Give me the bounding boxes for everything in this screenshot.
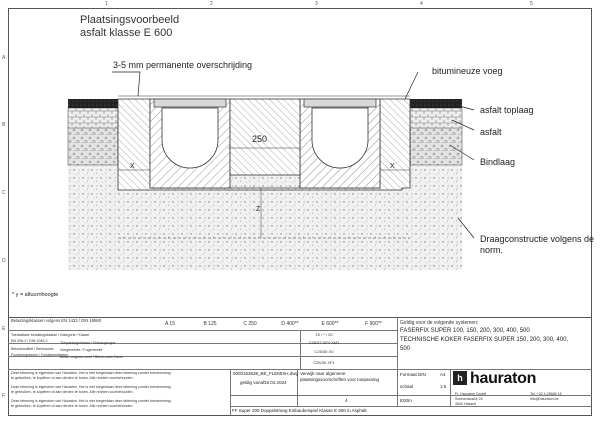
zone-top-1: 1: [105, 1, 108, 7]
callout-overshoot: 3-5 mm permanente overschrijding: [113, 60, 253, 70]
title-line-1: Plaatsingsvoorbeeld: [80, 14, 180, 26]
callout-asphalt: asfalt: [480, 127, 502, 137]
row-value-3: Beton volgens norm / Beton nach Norm: [60, 355, 123, 359]
disclaimer-line-4: te gebruiken, te kopiëren of aan derden te tonen. Alle rechten voorbehouden.: [11, 390, 134, 394]
phone: Tel. +32 4 25685 15: [530, 392, 562, 396]
note-line-2: plaatsingsvoorschriften voor toepassing: [300, 377, 380, 382]
row-label-4: Funderingsbeton / Fundamentbeton: [11, 353, 69, 357]
bitumen-leader: [405, 72, 418, 99]
page-number: 4: [345, 398, 348, 403]
norm-label: Belastingsklassen volgens EN 1433 / DIN 19580: [11, 318, 102, 323]
channel-left-profile: [162, 108, 218, 168]
disclaimer-line-6: te gebruiken, te kopiëren of aan derden te tonen. Alle rechten voorbehouden.: [11, 404, 134, 408]
email: info@hauraton.be: [530, 397, 559, 401]
hauraton-logo-icon: h: [453, 371, 467, 385]
drawing-number: 0000163638_BE_FLEMISH.dwg: [233, 371, 299, 376]
zone-side-a: A: [2, 55, 6, 61]
class-e600: E 600**: [321, 320, 339, 327]
systems-line-2: TECHNISCHE KOKER FASERFIX SUPER 150, 200, 300, 400,: [400, 337, 569, 343]
class-b125: B 125: [203, 320, 217, 327]
scale-value: 1:5: [440, 384, 447, 389]
class-d400: D 400**: [281, 320, 299, 327]
row-value-2: Voegbreedte / Fugenbreite: [60, 348, 103, 352]
concrete-value-1: 15 / * / 20: [315, 331, 333, 337]
row-value-1: Toepassingsklasse / Einbaugruppe: [60, 341, 116, 345]
dimension-x-left: X: [130, 163, 135, 170]
asphalt-right: [410, 108, 462, 128]
dimension-x-right: X: [390, 163, 395, 170]
disclaimer-line-1: Deze tekening is eigendom van Hauraton. Het is niet toegestaan deze tekening zonder toestemming: [11, 371, 171, 375]
asphalt-left: [68, 108, 118, 128]
overshoot-leader: [112, 72, 140, 96]
hauraton-logo-text: hauraton: [470, 370, 537, 387]
grate-left: [154, 99, 226, 107]
class-f900: F 900**: [365, 320, 382, 327]
disclaimer-line-5: Deze tekening is eigendom van Hauraton. Het is niet toegestaan deze tekening zonder toestemming: [11, 399, 171, 403]
legend-note: * y = altuurnhoogte: [12, 292, 59, 298]
concrete-value-2: C30/37 XF4 XM1: [308, 339, 340, 345]
unit-value: E00m: [400, 398, 412, 403]
callout-asphalt-top: asfalt toplaag: [480, 105, 534, 115]
zone-top-5: 5: [530, 1, 533, 7]
row-label-2: EN 206-1 / DIN 1045-2: [11, 339, 48, 343]
row-label-1: Toelaatbare belastingsklasse / Kategorie / Klasse: [11, 333, 90, 337]
concrete-value-3: C25/30 X0: [314, 348, 334, 354]
dimension-width: 250: [252, 134, 268, 144]
callout-base-line2: norm.: [480, 245, 504, 255]
zone-top-3: 3: [315, 1, 318, 7]
zone-side-e: E: [2, 326, 6, 332]
systems-line-3: 500: [400, 346, 411, 352]
class-a15: A 15: [164, 320, 175, 327]
footer-title: FF Super 200 Doppelstrang Einbaubeispiel Klasse E 600 in Asphalt: [232, 408, 367, 413]
row-label-3: Betonkwaliteit / Betonsorte: [11, 347, 54, 351]
disclaimer-line-2: te gebruiken, te kopiëren of aan derden te tonen. Alle rechten voorbehouden.: [11, 376, 134, 380]
format-value: A4: [440, 372, 446, 377]
bond-layer-left: [68, 127, 118, 165]
address-line-1: Fr. Hauraton GmbH: [455, 392, 487, 396]
title-line-2: asfalt klasse E 600: [80, 27, 173, 39]
concrete-value-4: C25/30 XF1: [313, 359, 335, 365]
zone-top-2: 2: [210, 1, 213, 7]
callout-bond-layer: Bindlaag: [480, 157, 516, 167]
systems-line-1: FASERFIX SUPER 100, 150, 200, 300, 400, 500: [400, 328, 530, 334]
callout-base-line1: Draagconstructie volgens de: [480, 234, 595, 244]
address-line-2: Sonnenstraße 24: [455, 397, 483, 401]
scale-label: schaal: [400, 384, 414, 389]
valid-from-value: 18.04.2024: [264, 380, 287, 385]
format-label: Formaat DIN: [400, 372, 426, 377]
disclaimer-line-3: Deze tekening is eigendom van Hauraton. Het is niet toegestaan deze tekening zonder toestemming: [11, 385, 171, 389]
zone-side-c: C: [2, 190, 6, 196]
asphalt-top-left: [68, 99, 118, 108]
channel-right-profile: [312, 108, 368, 168]
zone-top-4: 4: [420, 1, 423, 7]
class-c250: C 250: [243, 320, 257, 327]
grate-right: [304, 99, 376, 107]
asphalt-top-right: [410, 99, 462, 108]
bond-layer-right: [410, 127, 462, 165]
zone-side-b: B: [2, 122, 6, 128]
zone-side-d: D: [2, 258, 6, 264]
zone-side-f: F: [2, 393, 6, 399]
address-line-3: 4840 Hasselt: [455, 402, 476, 406]
systems-label: Geldig voor de volgende systemen:: [400, 320, 479, 326]
valid-from-label: geldig vanaf:: [240, 380, 266, 385]
callout-bitumen-joint: bitumineuze voeg: [432, 66, 503, 76]
note-line-1: Verwijk naar algemene: [300, 371, 346, 376]
dimension-z: Z: [256, 206, 261, 213]
